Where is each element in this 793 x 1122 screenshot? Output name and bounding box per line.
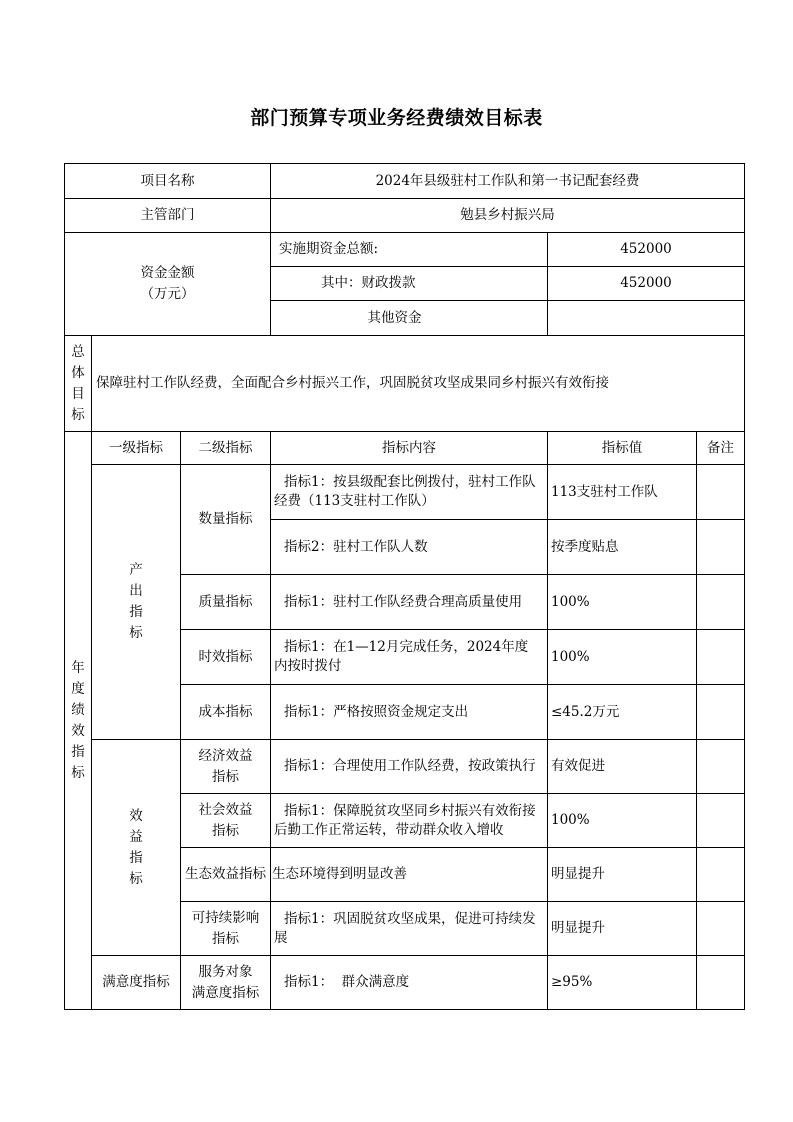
quality-content: 指标1：驻村工作队经费合理高质量使用 <box>284 593 523 610</box>
service-value: ≥95% <box>551 974 593 990</box>
dept-label: 主管部门 <box>140 207 195 223</box>
service-content: 指标1： 群众满意度 <box>284 974 410 990</box>
grid-line <box>744 163 745 1010</box>
benefit-char: 标 <box>129 870 143 887</box>
quantity-1-value: 113支驻村工作队 <box>551 483 658 500</box>
benefit-char: 效 <box>129 807 143 824</box>
overall-char: 体 <box>71 364 85 381</box>
total-value: 452000 <box>620 241 672 257</box>
timeliness-value: 100% <box>551 648 590 665</box>
overall-char: 目 <box>71 385 85 402</box>
other-value <box>548 301 744 335</box>
social-content: 指标1：保障脱贫攻坚同乡村振兴有效衔接后勤工作正常运转，带动群众收入增收 <box>274 802 536 838</box>
quality-indicator: 质量指标 <box>198 593 253 610</box>
annual-char: 绩 <box>71 701 85 718</box>
service-line2: 满意度指标 <box>191 984 260 1001</box>
overall-char: 标 <box>71 406 85 423</box>
overall-char: 总 <box>71 343 85 360</box>
page-title: 部门预算专项业务经费绩效目标表 <box>250 107 543 129</box>
cost-value: ≤45.2万元 <box>551 703 620 720</box>
service-satisfaction-indicator <box>181 956 270 1009</box>
economic-line1: 经济效益 <box>198 747 253 764</box>
funds-label-line2: （万元） <box>140 286 195 302</box>
sustainability-indicator <box>181 902 270 955</box>
ecological-indicator: 生态效益指标 <box>185 866 266 882</box>
cost-content: 指标1：严格按照资金规定支出 <box>284 703 469 720</box>
economic-indicator <box>181 740 270 793</box>
ecological-value: 明显提升 <box>551 866 605 882</box>
economic-content: 指标1：合理使用工作队经费，按政策执行 <box>284 758 536 774</box>
annual-char: 标 <box>71 764 85 781</box>
sustainability-value: 明显提升 <box>551 920 605 936</box>
sustainability-content: 指标1：巩固脱贫攻坚成果，促进可持续发展 <box>274 910 536 946</box>
output-indicator-label <box>92 465 180 739</box>
quantity-2-content: 指标2：驻村工作队人数 <box>284 538 428 555</box>
fiscal-label: 其中：财政拨款 <box>321 275 416 291</box>
sustainability-line1: 可持续影响 <box>191 909 260 926</box>
output-char: 出 <box>129 583 143 599</box>
satisfaction-indicator-label: 满意度指标 <box>102 974 170 990</box>
social-indicator <box>181 794 270 847</box>
annual-label <box>65 432 91 1009</box>
col-header-value: 指标值 <box>601 439 643 456</box>
benefit-char: 益 <box>129 828 143 845</box>
cost-indicator: 成本指标 <box>198 703 253 720</box>
col-header-level1: 一级指标 <box>109 439 163 456</box>
total-label: 实施期资金总额: <box>279 241 379 257</box>
project-name-label: 项目名称 <box>140 172 195 189</box>
col-header-content: 指标内容 <box>382 439 436 456</box>
output-char: 标 <box>129 625 143 641</box>
fiscal-value: 452000 <box>620 275 672 291</box>
output-char: 指 <box>129 604 143 620</box>
project-name-value: 2024年县级驻村工作队和第一书记配套经费 <box>375 172 640 189</box>
economic-value: 有效促进 <box>551 758 605 774</box>
quantity-1-content: 指标1：按县级配套比例拨付，驻村工作队经费（113支驻村工作队） <box>274 474 536 509</box>
annual-char: 度 <box>71 680 85 697</box>
overall-goal-label <box>65 336 91 431</box>
social-line2: 指标 <box>212 822 239 839</box>
overall-goal-text: 保障驻村工作队经费，全面配合乡村振兴工作，巩固脱贫攻坚成果同乡村振兴有效衔接 <box>96 375 609 391</box>
social-line1: 社会效益 <box>198 801 253 818</box>
sustainability-line2: 指标 <box>212 930 239 947</box>
timeliness-content: 指标1：在1—12月完成任务，2024年度内按时拨付 <box>274 639 529 674</box>
output-char: 产 <box>129 562 143 578</box>
dept-value: 勉县乡村振兴局 <box>460 207 555 223</box>
social-value: 100% <box>551 812 590 828</box>
grid-line <box>64 1009 745 1010</box>
quantity-2-value: 按季度贴息 <box>551 538 619 555</box>
other-label: 其他资金 <box>367 309 422 326</box>
quality-value: 100% <box>551 593 590 610</box>
benefit-char: 指 <box>129 849 143 866</box>
ecological-content: 生态环境得到明显改善 <box>272 866 407 882</box>
service-line1: 服务对象 <box>198 963 253 980</box>
col-header-remark: 备注 <box>707 439 734 456</box>
col-header-level2: 二级指标 <box>198 439 253 456</box>
annual-char: 指 <box>71 743 85 760</box>
benefit-indicator-label <box>92 740 180 955</box>
funds-label <box>65 233 270 335</box>
economic-line2: 指标 <box>212 768 239 785</box>
grid-line <box>696 431 697 1010</box>
funds-label-line1: 资金金额 <box>140 265 195 281</box>
annual-char: 年 <box>71 659 85 676</box>
timeliness-indicator: 时效指标 <box>198 648 253 665</box>
quantity-indicator: 数量指标 <box>198 511 253 527</box>
annual-char: 效 <box>71 722 85 739</box>
